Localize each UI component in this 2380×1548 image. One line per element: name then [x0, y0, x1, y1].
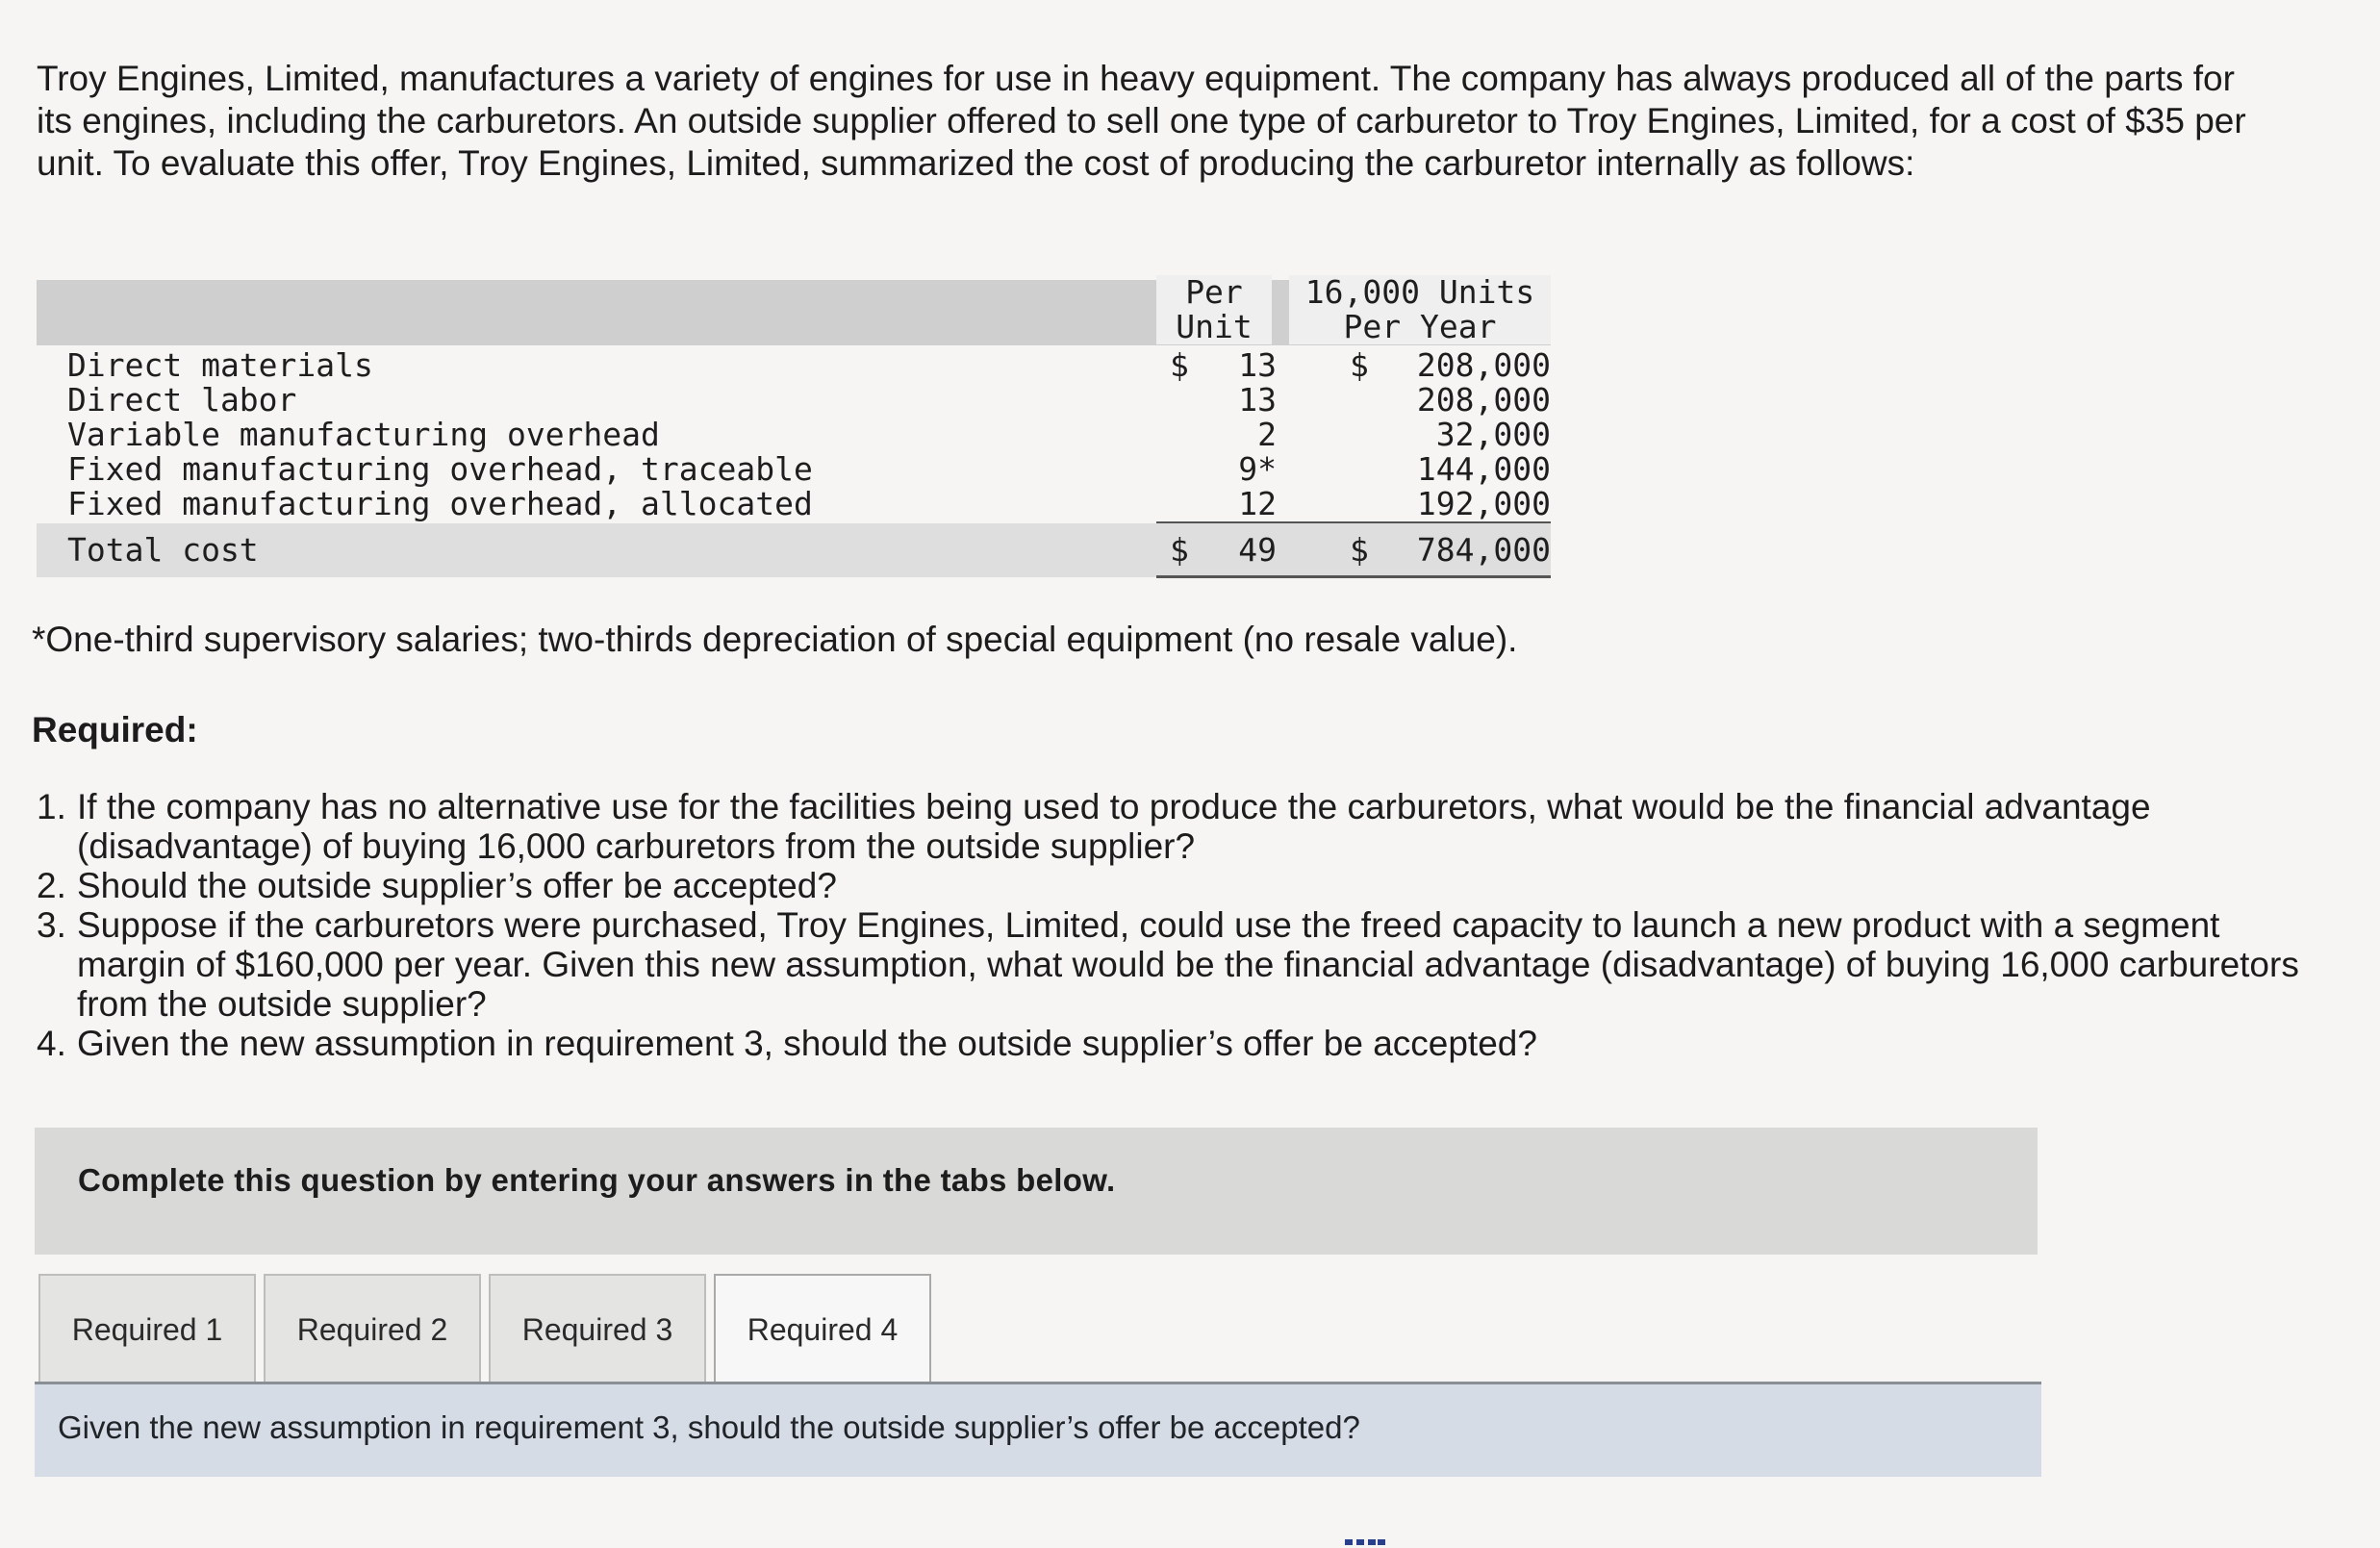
per-unit-header-line2: Unit: [1176, 308, 1253, 345]
per-year-header: [1289, 275, 1551, 344]
instruction-text: Complete this question by entering your answers in the tabs below.: [78, 1162, 1116, 1198]
currency-sign: $: [1170, 346, 1189, 384]
row-label: Fixed manufacturing overhead, allocated: [67, 485, 813, 522]
table-row: [37, 383, 1551, 418]
per-unit-value: 13: [1238, 346, 1277, 384]
tab-required-4[interactable]: Required 4: [714, 1274, 931, 1385]
table-footnote: *One-third supervisory salaries; two-thirds depreciation of special equipment (no resale value).: [32, 620, 1518, 659]
requirement-item: [37, 1024, 2309, 1063]
more-dots-icon: [1345, 1539, 1385, 1545]
currency-sign: $: [1350, 531, 1369, 569]
requirement-text: Given the new assumption in requirement 3, should the outside supplier’s offer be accepted?: [77, 1024, 1537, 1063]
problem-intro: Troy Engines, Limited, manufactures a variety of engines for use in heavy equipment. The company has always produced all of the parts for its engines, including the carburetors. An outside supplier offered to sell one type of carburetor to Troy Engines, Limited, for a cost of $35 per unit. To evaluate this offer, Troy Engines, Limited, summarized the cost of producing the carburetor internally as follows:: [37, 59, 2246, 183]
currency-sign: $: [1350, 346, 1369, 384]
per-unit-header: [1156, 275, 1272, 344]
table-row: [37, 348, 1551, 383]
instruction-banner: [35, 1128, 2038, 1255]
per-unit-value: 12: [1238, 485, 1277, 522]
table-row: [37, 487, 1551, 521]
subtotal-rule: [1289, 521, 1551, 523]
row-label: Direct materials: [67, 346, 373, 384]
requirement-number: 4.: [37, 1024, 66, 1063]
row-label: Direct labor: [67, 381, 297, 419]
tab-required-2[interactable]: Required 2: [264, 1274, 481, 1382]
cost-table: [37, 275, 1551, 577]
requirement-text: If the company has no alternative use for the facilities being used to produce the carburetors, what would be the financial advantage (disadvantage) of buying 16,000 carburetors from the outside supplier?: [77, 787, 2151, 866]
total-per-unit: 49: [1238, 531, 1277, 569]
per-unit-value: 2: [1257, 416, 1277, 453]
total-per-year: 784,000: [1416, 531, 1551, 569]
subtotal-rule: [1156, 521, 1289, 523]
requirement-item: [37, 866, 2309, 905]
total-rule: [1156, 575, 1551, 578]
requirement-number: 3.: [37, 905, 66, 945]
table-row: [37, 452, 1551, 487]
per-year-value: 208,000: [1416, 381, 1551, 419]
cost-table-header: [37, 275, 1551, 348]
requirement-text: Suppose if the carburetors were purchased, Troy Engines, Limited, could use the freed capacity to launch a new product with a segment margin of $160,000 per year. Given this new assumption, what would be the financial advantage (disadvantage) of buying 16,000 carburetors from the outside supplier?: [77, 905, 2299, 1024]
per-year-value: 32,000: [1435, 416, 1551, 453]
requirement-item: [37, 787, 2309, 866]
per-year-value: 208,000: [1416, 346, 1551, 384]
per-year-value: 144,000: [1416, 450, 1551, 488]
requirement-number: 1.: [37, 787, 66, 826]
per-unit-header-line1: Per: [1185, 273, 1243, 311]
tab-required-3[interactable]: Required 3: [489, 1274, 706, 1382]
total-row: [37, 523, 1551, 577]
table-row: [37, 418, 1551, 452]
currency-sign: $: [1170, 531, 1189, 569]
requirement-number: 2.: [37, 866, 66, 905]
required-heading: Required:: [32, 710, 198, 749]
per-unit-value: 13: [1238, 381, 1277, 419]
row-label: Fixed manufacturing overhead, traceable: [67, 450, 813, 488]
per-year-header-line2: Per Year: [1343, 308, 1497, 345]
panel-question: Given the new assumption in requirement 3, should the outside supplier’s offer be accepted?: [58, 1409, 1360, 1445]
tab-panel: [35, 1384, 2041, 1477]
per-year-header-line1: 16,000 Units: [1304, 273, 1535, 311]
tab-required-1[interactable]: Required 1: [38, 1274, 256, 1382]
row-label: Variable manufacturing overhead: [67, 416, 660, 453]
per-unit-value: 9*: [1238, 450, 1277, 488]
requirements-list: [37, 787, 2309, 1063]
per-year-value: 192,000: [1416, 485, 1551, 522]
requirement-text: Should the outside supplier’s offer be accepted?: [77, 866, 837, 905]
total-label: Total cost: [67, 531, 259, 569]
requirement-item: [37, 905, 2309, 1024]
